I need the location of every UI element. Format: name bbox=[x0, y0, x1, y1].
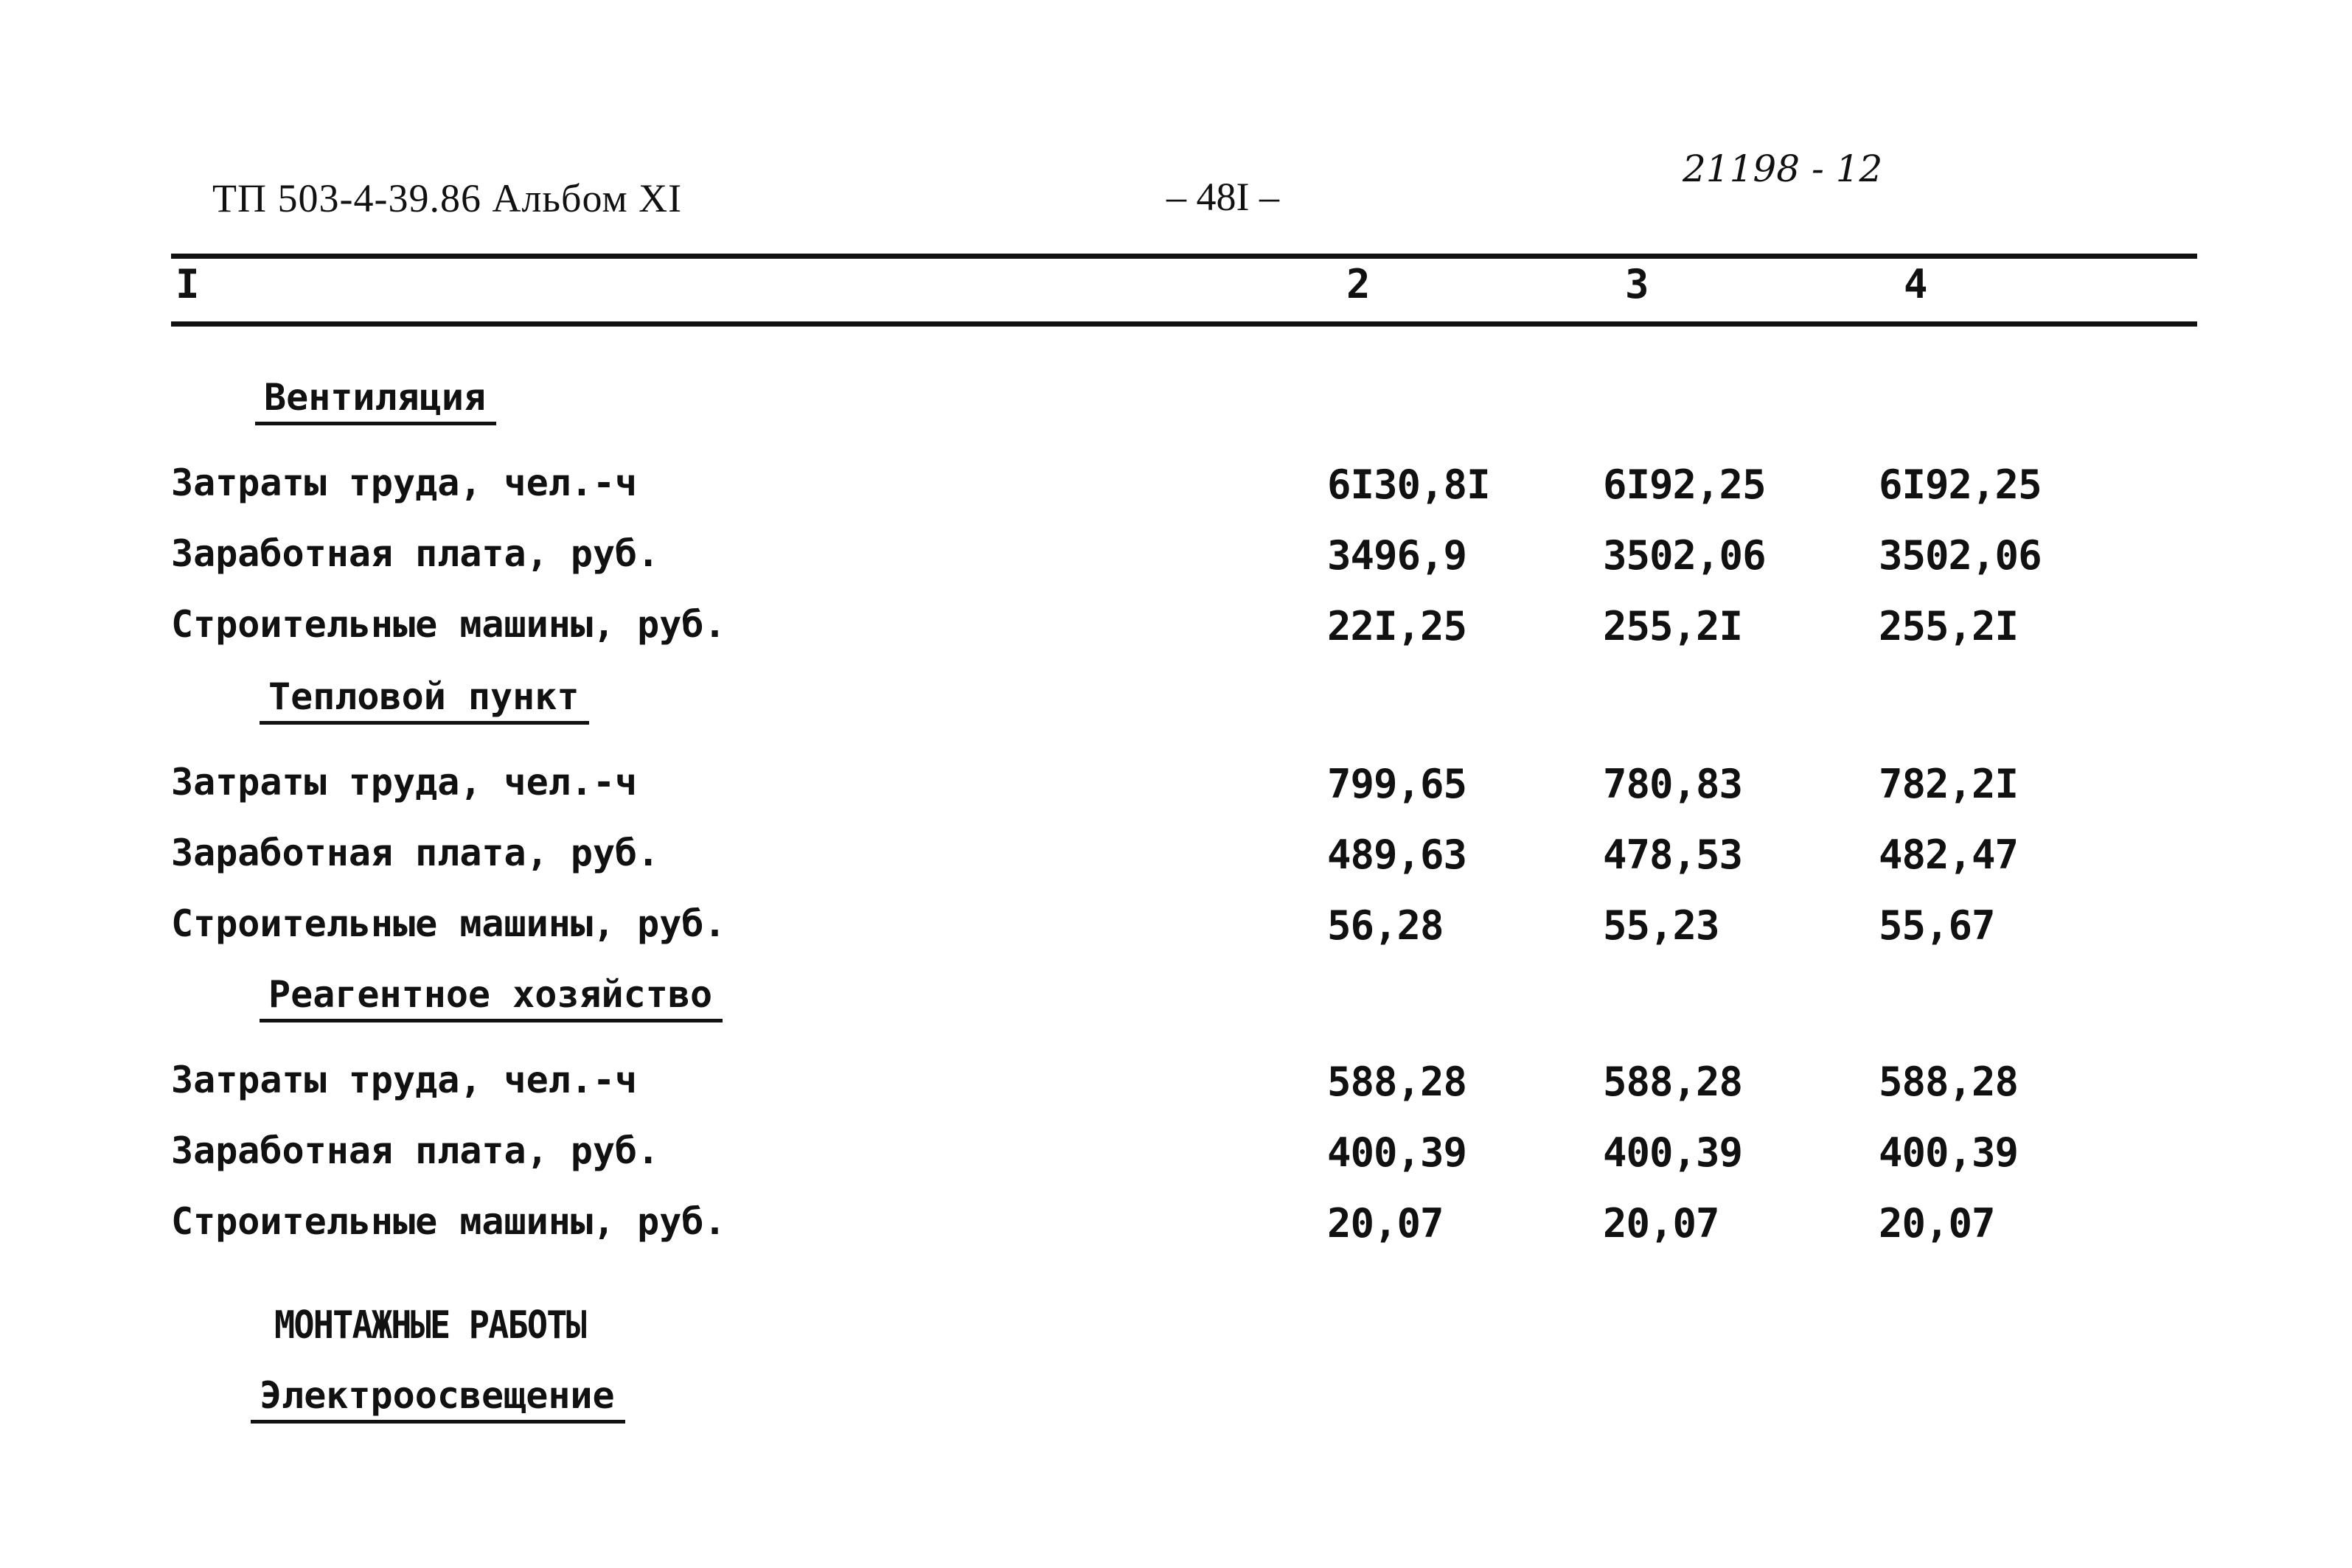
table-row bbox=[0, 1129, 2352, 1181]
table-row bbox=[0, 761, 2352, 812]
table-row bbox=[0, 603, 2352, 655]
row-label: Заработная плата, руб. bbox=[171, 532, 660, 575]
section-title-reagent-facility: Реагентное хозяйство bbox=[260, 973, 723, 1022]
table-row bbox=[0, 461, 2352, 513]
cell-col-2: 6I30,8I bbox=[1327, 461, 1490, 508]
row-label: Строительные машины, руб. bbox=[171, 1200, 726, 1243]
row-label: Заработная плата, руб. bbox=[171, 832, 660, 874]
cell-col-4: 6I92,25 bbox=[1879, 461, 2042, 508]
cell-col-3: 6I92,25 bbox=[1603, 461, 1766, 508]
row-label: Затраты труда, чел.-ч bbox=[171, 761, 638, 804]
row-label: Затраты труда, чел.-ч bbox=[171, 1059, 638, 1101]
handwritten-reference: 21198 - 12 bbox=[1683, 147, 1883, 190]
cell-col-4: 400,39 bbox=[1879, 1129, 2019, 1176]
cell-col-3: 55,23 bbox=[1603, 902, 1719, 949]
cell-col-2: 799,65 bbox=[1327, 761, 1467, 807]
section-title-heating-point: Тепловой пункт bbox=[260, 675, 589, 725]
column-header-3: 3 bbox=[1625, 261, 1649, 307]
cell-col-2: 3496,9 bbox=[1327, 532, 1467, 579]
cell-col-4: 482,47 bbox=[1879, 832, 2019, 878]
cell-col-2: 400,39 bbox=[1327, 1129, 1467, 1176]
cell-col-3: 255,2I bbox=[1603, 603, 1743, 649]
cell-col-3: 478,53 bbox=[1603, 832, 1743, 878]
column-header-1: I bbox=[175, 261, 200, 307]
table-row bbox=[0, 1200, 2352, 1252]
table-row bbox=[0, 832, 2352, 883]
table-top-rule bbox=[171, 254, 2197, 259]
table-header-rule bbox=[171, 321, 2197, 327]
cell-col-4: 20,07 bbox=[1879, 1200, 1995, 1247]
document-code: ТП 503-4-39.86 Альбом XI bbox=[212, 176, 683, 220]
cell-col-2: 489,63 bbox=[1327, 832, 1467, 878]
cell-col-3: 400,39 bbox=[1603, 1129, 1743, 1176]
table-row bbox=[0, 902, 2352, 954]
cell-col-2: 588,28 bbox=[1327, 1059, 1467, 1105]
cell-col-3: 3502,06 bbox=[1603, 532, 1766, 579]
cell-col-4: 588,28 bbox=[1879, 1059, 2019, 1105]
row-label: Заработная плата, руб. bbox=[171, 1129, 660, 1172]
row-label: Затраты труда, чел.-ч bbox=[171, 461, 638, 504]
cell-col-2: 20,07 bbox=[1327, 1200, 1444, 1247]
cell-col-2: 56,28 bbox=[1327, 902, 1444, 949]
cell-col-3: 588,28 bbox=[1603, 1059, 1743, 1105]
row-label: Строительные машины, руб. bbox=[171, 603, 726, 646]
section-title-electric-lighting: Электроосвещение bbox=[251, 1374, 625, 1424]
row-label: Строительные машины, руб. bbox=[171, 902, 726, 945]
table-row bbox=[0, 532, 2352, 584]
cell-col-4: 255,2I bbox=[1879, 603, 2019, 649]
cell-col-4: 3502,06 bbox=[1879, 532, 2042, 579]
page-number: – 48I – bbox=[1166, 175, 1279, 219]
cell-col-4: 782,2I bbox=[1879, 761, 2019, 807]
heading-installation-works: МОНТАЖНЫЕ РАБОТЫ bbox=[274, 1303, 586, 1348]
cell-col-3: 20,07 bbox=[1603, 1200, 1719, 1247]
section-title-ventilation: Вентиляция bbox=[255, 376, 496, 425]
cell-col-3: 780,83 bbox=[1603, 761, 1743, 807]
cell-col-4: 55,67 bbox=[1879, 902, 1995, 949]
cell-col-2: 22I,25 bbox=[1327, 603, 1467, 649]
column-header-2: 2 bbox=[1346, 261, 1371, 307]
table-row bbox=[0, 1059, 2352, 1110]
column-header-4: 4 bbox=[1904, 261, 1928, 307]
